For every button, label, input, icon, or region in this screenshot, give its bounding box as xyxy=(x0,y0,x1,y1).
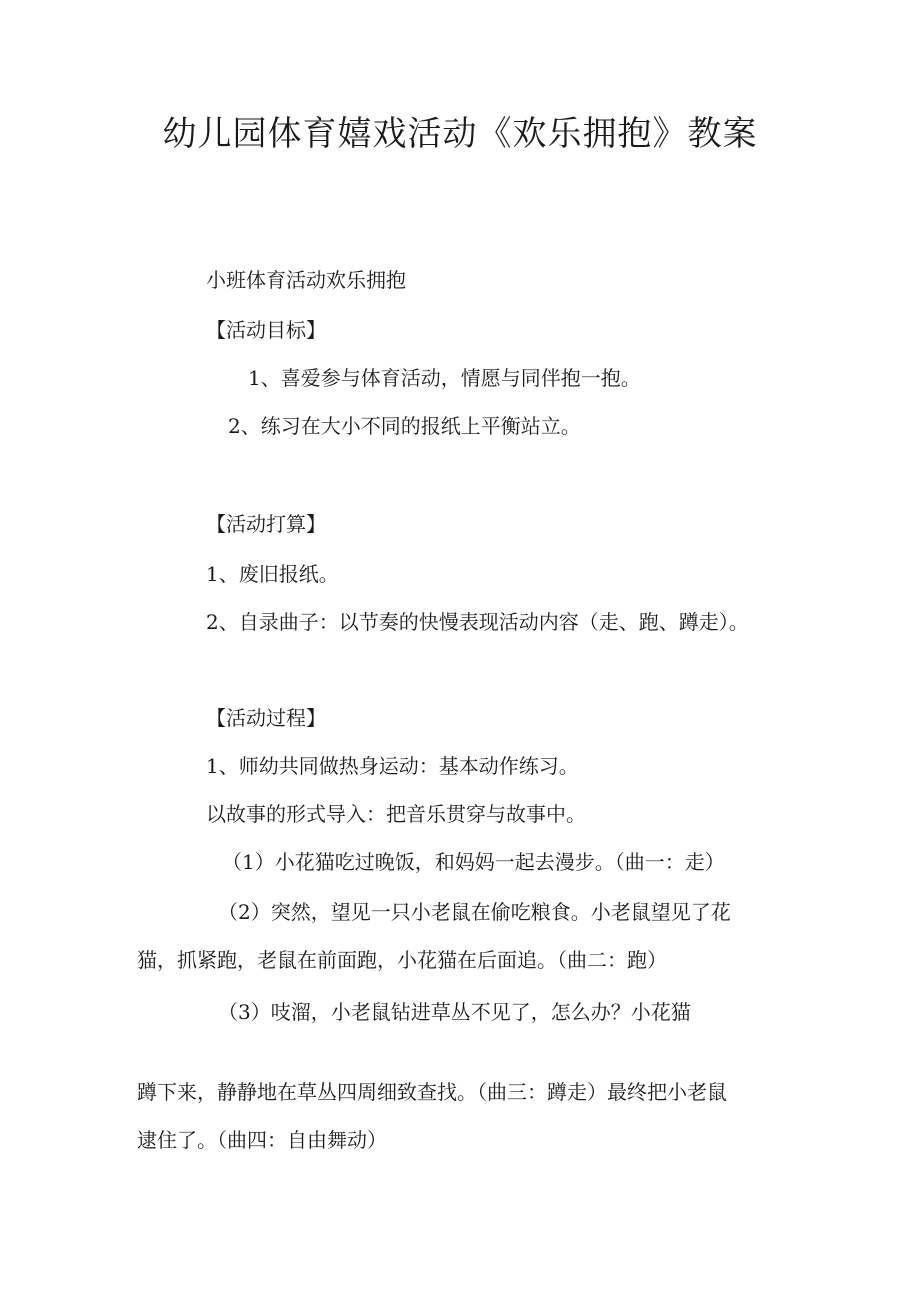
goals-heading: 【活动目标】 xyxy=(206,318,326,342)
preparation-item: 1、废旧报纸。 xyxy=(206,562,339,586)
goal-item: 2、练习在大小不同的报纸上平衡站立。 xyxy=(228,414,581,438)
subtitle: 小班体育活动欢乐拥抱 xyxy=(206,268,406,292)
process-intro: 以故事的形式导入：把音乐贯穿与故事中。 xyxy=(206,802,586,826)
story-line: 蹲下来，静静地在草丛四周细致查找。（曲三：蹲走）最终把小老鼠 xyxy=(137,1080,727,1104)
preparation-heading: 【活动打算】 xyxy=(206,512,326,536)
process-heading: 【活动过程】 xyxy=(206,706,326,730)
goal-item: 1、喜爱参与体育活动，情愿与同伴抱一抱。 xyxy=(248,366,641,390)
story-line: （3）吱溜，小老鼠钻进草丛不见了，怎么办？小花猫 xyxy=(218,1000,691,1024)
story-line: 猫，抓紧跑，老鼠在前面跑，小花猫在后面追。（曲二：跑） xyxy=(137,948,667,972)
story-line: （2）突然，望见一只小老鼠在偷吃粮食。小老鼠望见了花 xyxy=(218,900,731,924)
story-line: （1）小花猫吃过晚饭，和妈妈一起去漫步。（曲一：走） xyxy=(222,850,725,874)
process-step: 1、师幼共同做热身运动：基本动作练习。 xyxy=(206,754,579,778)
document-title: 幼儿园体育嬉戏活动《欢乐拥抱》教案 xyxy=(162,114,758,154)
preparation-item: 2、自录曲子：以节奏的快慢表现活动内容（走、跑、蹲走）。 xyxy=(206,610,749,634)
story-line: 逮住了。（曲四：自由舞动） xyxy=(137,1128,387,1152)
